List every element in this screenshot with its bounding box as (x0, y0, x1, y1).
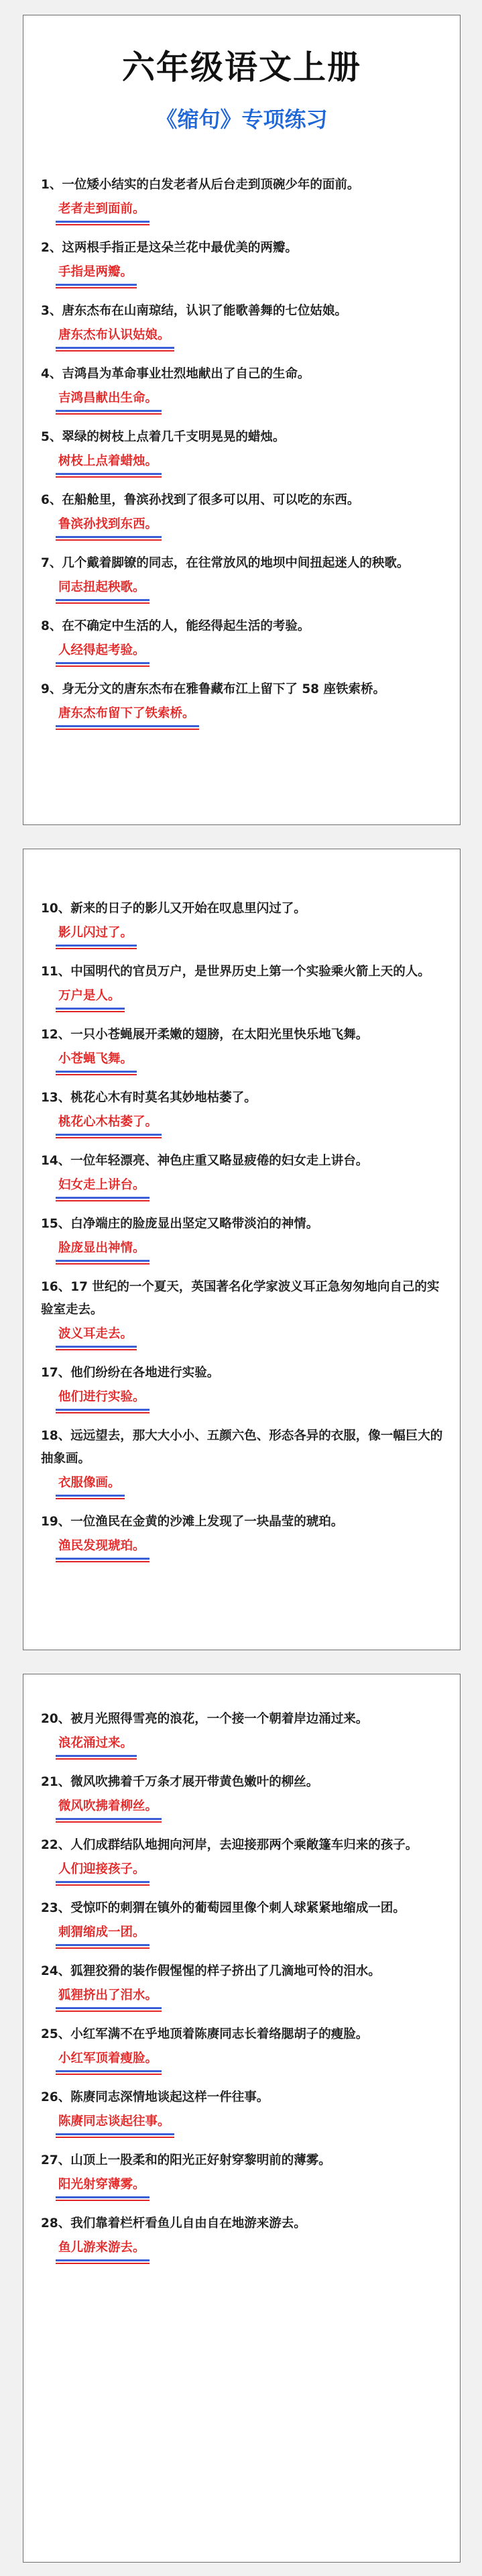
exercise-item (23, 1213, 460, 1265)
answer-text: 波义耳走去。 (56, 1324, 137, 1348)
answer-row (41, 701, 445, 731)
answer-text: 浪花涌过来。 (56, 1733, 137, 1757)
answer-text: 唐东杰布留下了铁索桥。 (56, 704, 199, 727)
exercise-item (23, 961, 460, 1013)
answer-row (41, 1731, 445, 1760)
answer-row (41, 1920, 445, 1949)
question-sentence: 1、一位矮小结实的白发老者从后台走到顶碗少年的面前。 (41, 178, 360, 192)
answer-row (41, 1322, 445, 1351)
answer-text: 狐狸挤出了泪水。 (56, 1986, 162, 2009)
question-sentence: 12、一只小苍蝇展开柔嫩的翅膀，在太阳光里快乐地飞舞。 (41, 1028, 369, 1042)
answer-row (41, 1983, 445, 2012)
exercise-item (23, 2212, 460, 2265)
exercise-item (23, 300, 460, 352)
exercise-item (23, 678, 460, 731)
answer-text: 桃花心木枯萎了。 (56, 1112, 162, 1136)
answer-row (41, 1794, 445, 1823)
exercise-item (23, 1960, 460, 2012)
answer-text: 老者走到面前。 (56, 199, 149, 223)
question-sentence: 17、他们纷纷在各地进行实验。 (41, 1366, 220, 1380)
exercise-item (23, 1150, 460, 1202)
exercise-item (23, 1897, 460, 1949)
question-sentence: 8、在不确定中生活的人，能经得起生活的考验。 (41, 619, 310, 633)
question-sentence: 7、几个戴着脚镣的同志，在往常放风的地坝中间扭起迷人的秧歌。 (41, 556, 410, 570)
answer-row (41, 260, 445, 289)
answer-row (41, 512, 445, 541)
question-sentence: 18、远远望去，那大大小小、五颜六色、形态各异的衣服，像一幅巨大的抽象画。 (41, 1429, 443, 1466)
worksheet-page-2 (23, 849, 461, 1650)
question-sentence: 28、我们靠着栏杆看鱼儿自由自在地游来游去。 (41, 2216, 306, 2231)
question-sentence: 24、狐狸狡猾的装作假惺惺的样子挤出了几滴地可怜的泪水。 (41, 1964, 381, 1978)
answer-text: 唐东杰布认识姑娘。 (56, 325, 174, 349)
question-sentence: 11、中国明代的官员万户，是世界历史上第一个实验乘火箭上天的人。 (41, 965, 430, 979)
exercise-item (23, 1511, 460, 1563)
answer-text: 陈赓同志谈起往事。 (56, 2112, 174, 2135)
exercise-item (23, 1024, 460, 1076)
answer-row (41, 2235, 445, 2265)
answer-text: 渔民发现琥珀。 (56, 1536, 149, 1560)
page-title: 六年级语文上册 (121, 48, 361, 87)
answer-text: 刺猬缩成一团。 (56, 1923, 149, 1946)
answer-text: 吉鸿昌献出生命。 (56, 388, 162, 412)
answer-text: 鱼儿游来游去。 (56, 2238, 149, 2261)
answer-row (41, 2046, 445, 2076)
answer-text: 阳光射穿薄雾。 (56, 2175, 149, 2198)
answer-text: 小苍蝇飞舞。 (56, 1049, 137, 1073)
answer-text: 影儿闪过了。 (56, 923, 137, 947)
exercise-item (23, 2086, 460, 2139)
question-sentence: 19、一位渔民在金黄的沙滩上发现了一块晶莹的琥珀。 (41, 1515, 344, 1529)
answer-row (41, 983, 445, 1013)
exercise-item (23, 1771, 460, 1823)
exercise-item (23, 489, 460, 541)
answer-text: 妇女走上讲台。 (56, 1175, 149, 1199)
question-sentence: 15、白净端庄的脸庞显出坚定又略带淡泊的神情。 (41, 1217, 319, 1231)
answer-row (41, 2109, 445, 2139)
worksheet-page-3 (23, 1674, 461, 2563)
question-sentence: 23、受惊吓的刺猬在镇外的葡萄园里像个刺人球紧紧地缩成一团。 (41, 1901, 406, 1915)
exercise-item (23, 1834, 460, 1886)
answer-row (41, 1110, 445, 1139)
answer-text: 衣服像画。 (56, 1473, 125, 1497)
answer-row (41, 1470, 445, 1500)
question-sentence: 14、一位年轻漂亮、神色庄重又略显疲倦的妇女走上讲台。 (41, 1154, 369, 1168)
exercise-list (23, 174, 460, 741)
answer-text: 鲁滨孙找到东西。 (56, 515, 162, 538)
exercise-item (23, 615, 460, 667)
answer-text: 微风吹拂着柳丝。 (56, 1796, 162, 1820)
page-subtitle: 《缩句》专项练习 (156, 107, 328, 132)
answer-row (41, 1046, 445, 1076)
answer-row (41, 1236, 445, 1265)
answer-row (41, 1534, 445, 1563)
answer-text: 人们迎接孩子。 (56, 1860, 149, 1883)
exercise-item (23, 1362, 460, 1414)
answer-row (41, 323, 445, 352)
exercise-item (23, 237, 460, 289)
question-sentence: 20、被月光照得雪亮的浪花，一个接一个朝着岸边涌过来。 (41, 1712, 369, 1726)
answer-row (41, 638, 445, 667)
question-sentence: 4、吉鸿昌为革命事业壮烈地献出了自己的生命。 (41, 367, 310, 381)
answer-text: 树枝上点着蜡烛。 (56, 451, 162, 475)
answer-text: 人经得起考验。 (56, 641, 149, 664)
answer-text: 他们进行实验。 (56, 1387, 149, 1411)
question-sentence: 10、新来的日子的影儿又开始在叹息里闪过了。 (41, 902, 306, 916)
answer-text: 脸庞显出神情。 (56, 1238, 149, 1262)
question-sentence: 16、17 世纪的一个夏天，英国著名化学家波义耳正急匆匆地向自己的实验室走去。 (41, 1280, 440, 1317)
worksheet-page-1 (23, 15, 461, 825)
question-sentence: 26、陈赓同志深情地谈起这样一件往事。 (41, 2090, 269, 2104)
question-sentence: 13、桃花心木有时莫名其妙地枯萎了。 (41, 1091, 257, 1105)
exercise-item (23, 552, 460, 604)
question-sentence: 5、翠绿的树枝上点着几千支明晃晃的蜡烛。 (41, 430, 286, 444)
answer-row (41, 1385, 445, 1414)
answer-text: 万户是人。 (56, 986, 125, 1010)
question-sentence: 21、微风吹拂着千万条才展开带黄色嫩叶的柳丝。 (41, 1775, 319, 1789)
answer-row (41, 1857, 445, 1886)
exercise-item (23, 426, 460, 478)
answer-row (41, 575, 445, 604)
answer-row (41, 1173, 445, 1202)
answer-text: 小红军顶着瘦脸。 (56, 2049, 162, 2072)
exercise-item (23, 1425, 460, 1500)
question-sentence: 2、这两根手指正是这朵兰花中最优美的两瓣。 (41, 241, 298, 255)
question-sentence: 25、小红军满不在乎地顶着陈赓同志长着络腮胡子的瘦脸。 (41, 2027, 369, 2041)
question-sentence: 3、唐东杰布在山南琼结，认识了能歌善舞的七位姑娘。 (41, 304, 347, 318)
question-sentence: 9、身无分文的唐东杰布在雅鲁藏布江上留下了 58 座铁索桥。 (41, 682, 386, 696)
answer-row (41, 2172, 445, 2202)
exercise-item (23, 363, 460, 415)
question-sentence: 22、人们成群结队地拥向河岸，去迎接那两个乘敞篷车归来的孩子。 (41, 1838, 418, 1852)
exercise-item (23, 1708, 460, 1760)
exercise-item (23, 2149, 460, 2202)
answer-row (41, 386, 445, 415)
exercise-item (23, 898, 460, 950)
exercise-list (23, 898, 460, 1574)
question-sentence: 27、山顶上一股柔和的阳光正好射穿黎明前的薄雾。 (41, 2153, 331, 2167)
answer-text: 同志扭起秧歌。 (56, 578, 149, 601)
answer-row (41, 920, 445, 950)
exercise-item (23, 1087, 460, 1139)
exercise-item (23, 1276, 460, 1351)
question-sentence: 6、在船舱里，鲁滨孙找到了很多可以用、可以吃的东西。 (41, 493, 360, 507)
exercise-item (23, 2023, 460, 2076)
answer-text: 手指是两瓣。 (56, 262, 137, 286)
exercise-item (23, 174, 460, 226)
exercise-list (23, 1708, 460, 2275)
answer-row (41, 449, 445, 478)
answer-row (41, 197, 445, 226)
